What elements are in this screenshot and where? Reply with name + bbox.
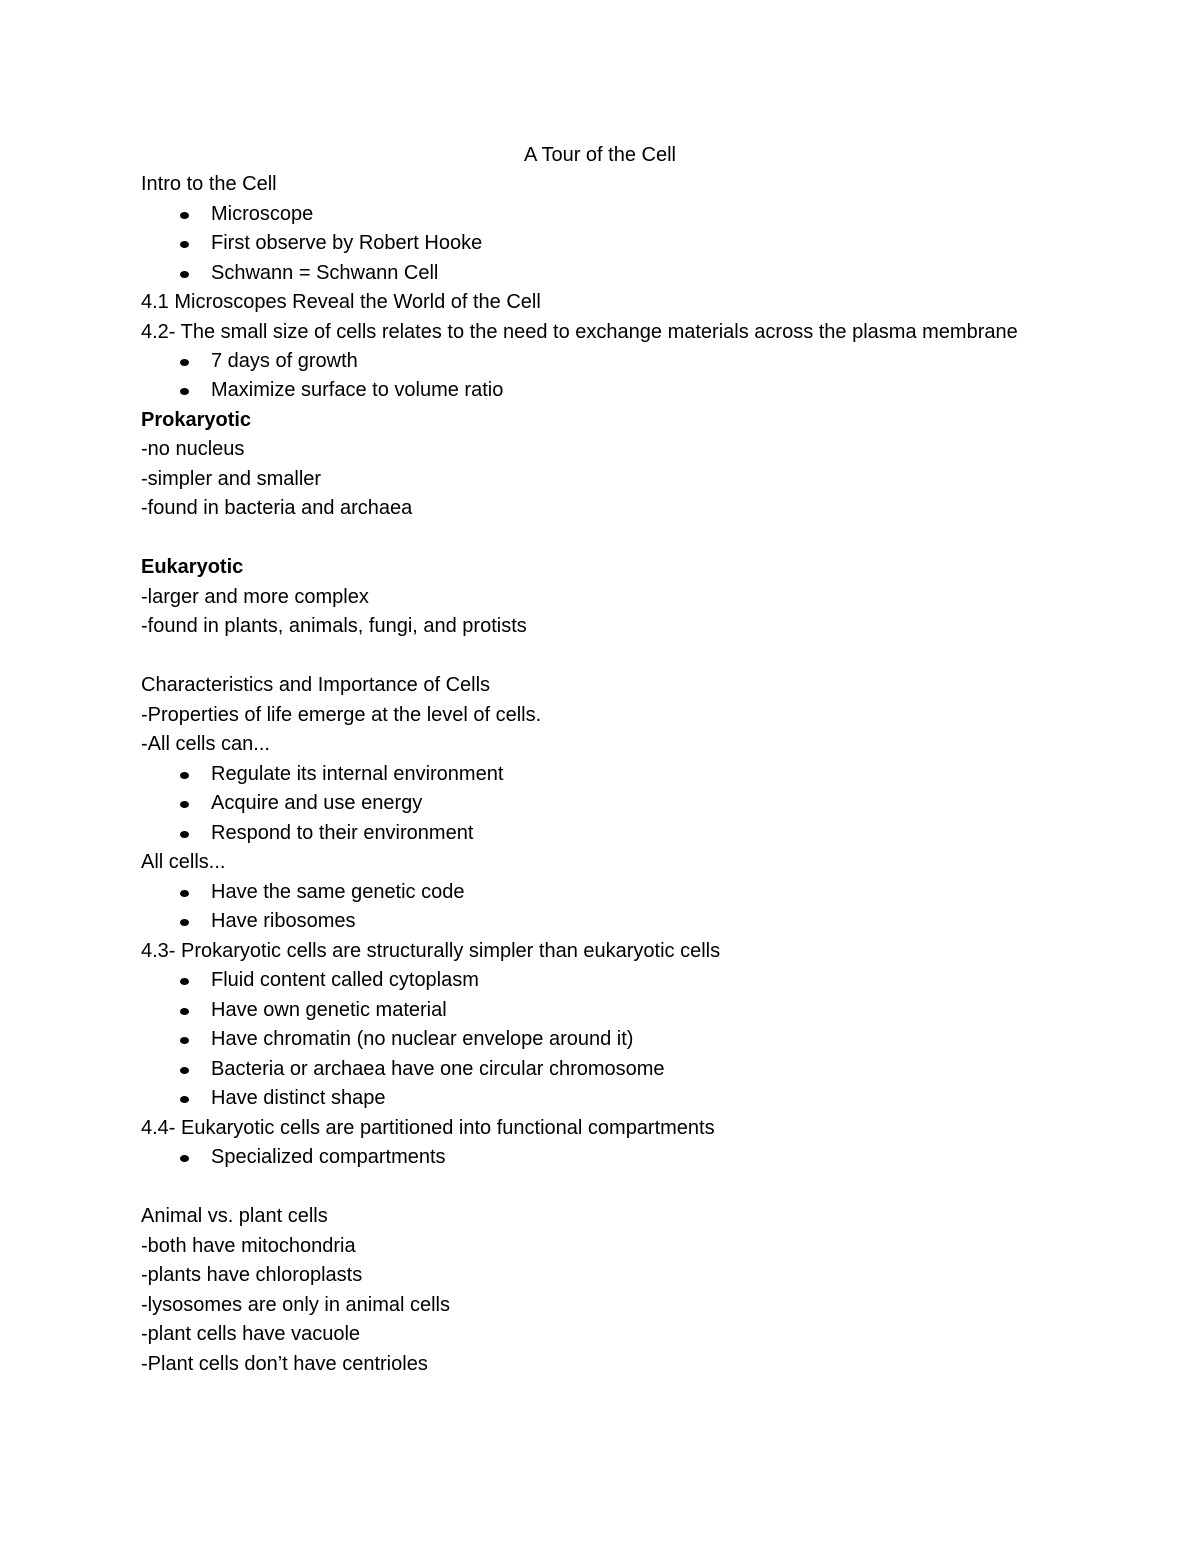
bullet-dot-icon — [180, 212, 189, 219]
bullet-text: Maximize surface to volume ratio — [211, 379, 504, 401]
text-line: -lysosomes are only in animal cells — [141, 1293, 451, 1316]
section-heading: Prokaryotic — [141, 408, 252, 431]
bullet-dot-icon — [180, 1008, 189, 1015]
bullet-text: Have the same genetic code — [211, 880, 465, 903]
bullet-text: Have ribosomes — [211, 910, 356, 932]
text-line: -both have mitochondria — [141, 1234, 356, 1257]
bullet-dot-icon — [180, 388, 189, 395]
text-line: -Plant cells don’t have centrioles — [141, 1352, 428, 1375]
text-line: -plant cells have vacuole — [141, 1323, 361, 1345]
text-line: 4.1 Microscopes Reveal the World of the Cell — [141, 291, 541, 313]
bullet-dot-icon — [180, 1096, 189, 1103]
text-line: -larger and more complex — [141, 585, 369, 608]
bullet-item — [141, 200, 1041, 230]
bullet-item — [141, 1055, 1041, 1085]
bullet-text: Have chromatin (no nuclear envelope around it) — [211, 1028, 634, 1050]
bullet-item — [141, 259, 1041, 289]
text-line: Animal vs. plant cells — [141, 1205, 328, 1227]
bullet-text: Microscope — [211, 202, 314, 225]
bullet-text: First observe by Robert Hooke — [211, 232, 483, 254]
document-title: A Tour of the Cell — [524, 144, 676, 166]
bullet-dot-icon — [180, 359, 189, 366]
bullet-item — [141, 966, 1041, 996]
bullet-item — [141, 819, 1041, 849]
text-line: -plants have chloroplasts — [141, 1264, 363, 1286]
text-line: Characteristics and Importance of Cells — [141, 674, 491, 696]
bullet-text: Schwann = Schwann Cell — [211, 261, 439, 284]
bullet-item — [141, 376, 1041, 406]
text-line: -simpler and smaller — [141, 467, 322, 490]
bullet-item — [141, 878, 1041, 908]
bullet-item — [141, 229, 1041, 259]
bullet-dot-icon — [180, 801, 189, 808]
text-line: -no nucleus — [141, 438, 245, 460]
section-heading: Eukaryotic — [141, 556, 244, 578]
bullet-dot-icon — [180, 271, 189, 278]
bullet-item — [141, 907, 1041, 937]
bullet-item — [141, 1084, 1041, 1114]
bullet-item — [141, 996, 1041, 1026]
text-line: 4.3- Prokaryotic cells are structurally simpler than eukaryotic cells — [141, 939, 721, 962]
bullet-dot-icon — [180, 919, 189, 926]
text-line: -found in plants, animals, fungi, and protists — [141, 615, 527, 637]
bullet-text: Bacteria or archaea have one circular chromosome — [211, 1057, 665, 1080]
text-line: 4.2- The small size of cells relates to the need to exchange materials across the plasma membrane — [141, 321, 1018, 343]
document-body — [141, 170, 1041, 1379]
text-line: -found in bacteria and archaea — [141, 497, 413, 519]
bullet-dot-icon — [180, 772, 189, 779]
bullet-text: Have distinct shape — [211, 1087, 386, 1109]
bullet-dot-icon — [180, 978, 189, 985]
bullet-text: Specialized compartments — [211, 1146, 446, 1168]
text-line: -All cells can... — [141, 733, 270, 755]
bullet-dot-icon — [180, 831, 189, 838]
bullet-text: Acquire and use energy — [211, 792, 423, 814]
bullet-item — [141, 347, 1041, 377]
text-line: 4.4- Eukaryotic cells are partitioned into functional compartments — [141, 1116, 715, 1139]
bullet-text: Have own genetic material — [211, 998, 447, 1021]
blank-line — [141, 524, 1041, 554]
bullet-dot-icon — [180, 1067, 189, 1074]
text-line: All cells... — [141, 851, 226, 873]
bullet-item — [141, 760, 1041, 790]
bullet-dot-icon — [180, 241, 189, 248]
bullet-item — [141, 789, 1041, 819]
bullet-text: Regulate its internal environment — [211, 762, 504, 785]
bullet-item — [141, 1025, 1041, 1055]
blank-line — [141, 1173, 1041, 1203]
text-line: -Properties of life emerge at the level of cells. — [141, 703, 542, 726]
bullet-dot-icon — [180, 1155, 189, 1162]
blank-line — [141, 642, 1041, 672]
bullet-text: Fluid content called cytoplasm — [211, 969, 479, 991]
bullet-text: Respond to their environment — [211, 821, 474, 844]
bullet-item — [141, 1143, 1041, 1173]
bullet-text: 7 days of growth — [211, 349, 358, 372]
bullet-dot-icon — [180, 890, 189, 897]
bullet-dot-icon — [180, 1037, 189, 1044]
text-line: Intro to the Cell — [141, 173, 277, 195]
